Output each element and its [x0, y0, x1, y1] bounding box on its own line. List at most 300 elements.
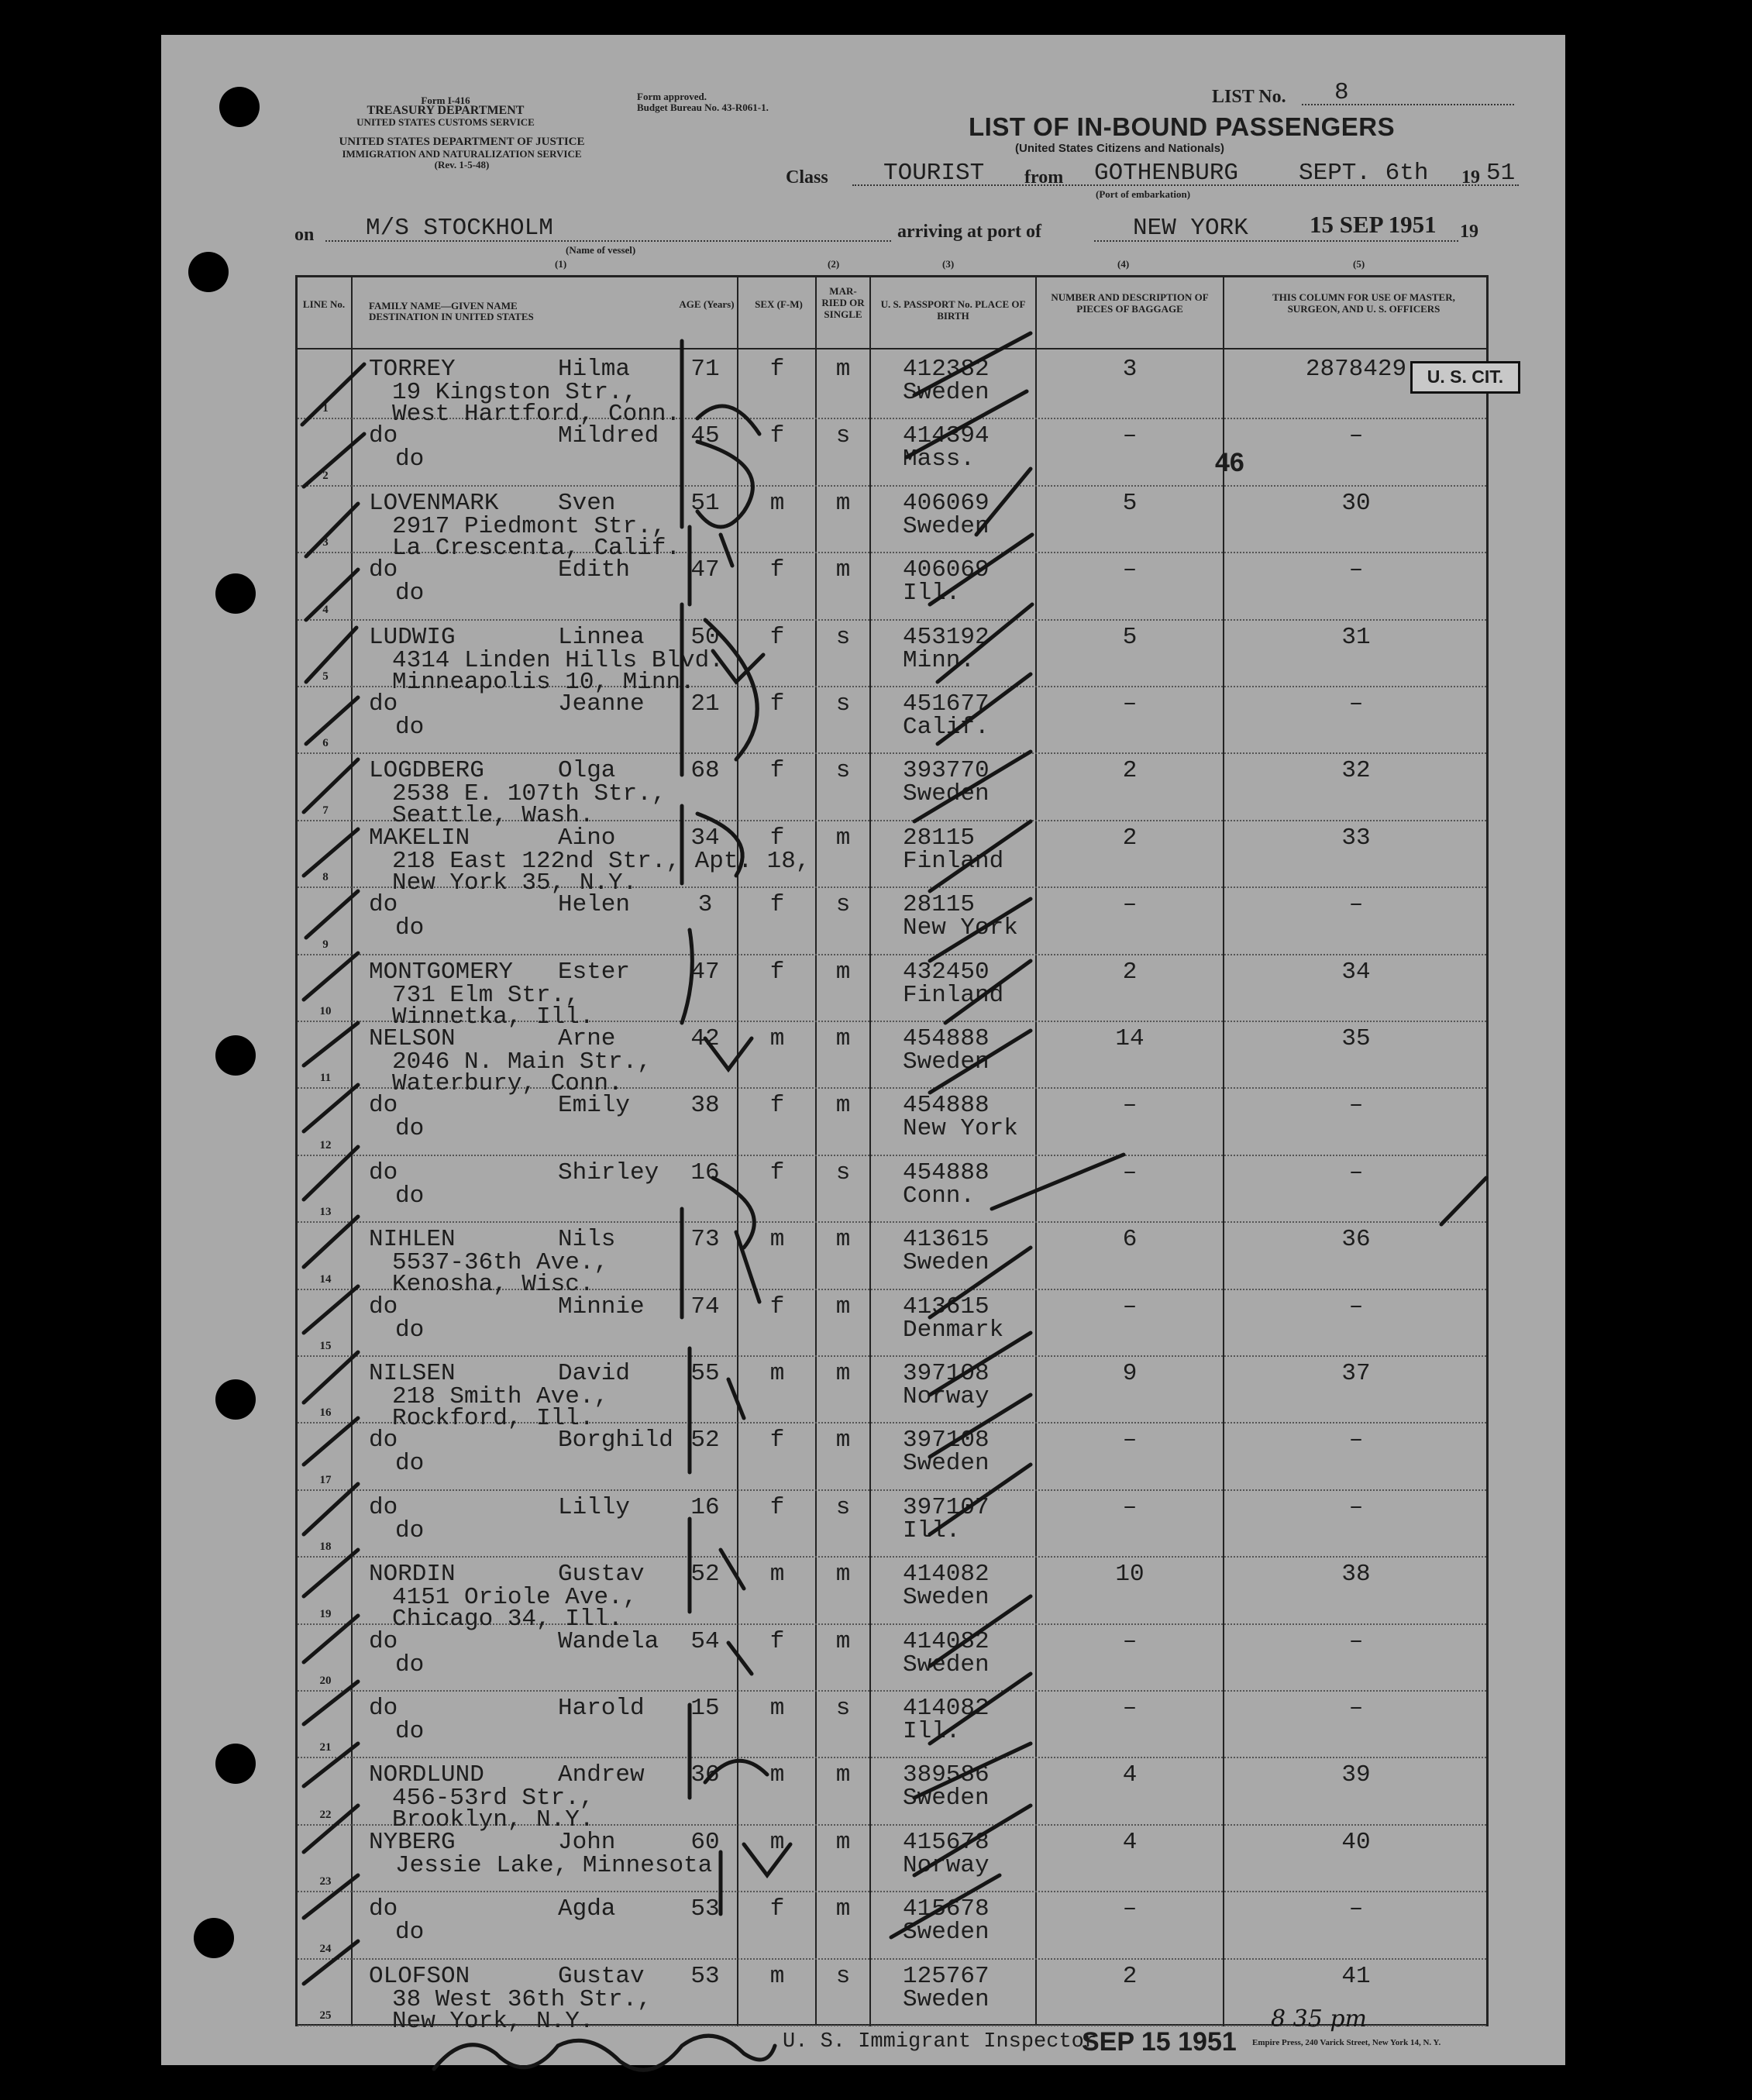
inspection-stamp: SEP 15 1951 — [1082, 2027, 1237, 2057]
passenger-officer-number: – — [1348, 556, 1364, 584]
passenger-marital-status: m — [835, 958, 851, 986]
passenger-address-line-2: Brooklyn, N.Y. — [392, 1806, 594, 1834]
on-label: on — [294, 225, 315, 245]
passenger-baggage-count: – — [1122, 1427, 1138, 1455]
passenger-birthplace: Ill. — [903, 1718, 961, 1745]
margin-note: 46 — [1215, 448, 1244, 477]
passenger-address-line-2: Minneapolis 10, Minn. — [392, 668, 695, 696]
passenger-age: 51 — [690, 489, 720, 517]
passenger-age: 55 — [690, 1360, 720, 1387]
passenger-address-line-1: do — [395, 714, 425, 741]
line-number: 18 — [319, 1541, 332, 1554]
passenger-age: 42 — [690, 1025, 720, 1052]
passenger-passport-number: 454888 — [903, 1158, 990, 1186]
passenger-baggage-count: 6 — [1122, 1226, 1138, 1254]
line-number: 16 — [319, 1406, 332, 1420]
passenger-baggage-count: – — [1122, 1627, 1138, 1655]
passenger-address-line-1: 38 West 36th Str., — [392, 1985, 652, 2013]
line-number: 12 — [319, 1138, 332, 1152]
passenger-passport-number: 454888 — [903, 1025, 990, 1052]
passenger-officer-number: 38 — [1341, 1561, 1371, 1589]
passenger-age: 53 — [690, 1962, 720, 1990]
passenger-officer-number: 31 — [1341, 623, 1371, 651]
passenger-officer-number: 37 — [1341, 1360, 1371, 1387]
passenger-birthplace: Sweden — [903, 1651, 990, 1678]
passenger-passport-number: 397108 — [903, 1360, 990, 1387]
passenger-given-name: Gustav — [558, 1962, 645, 1990]
passenger-sex: m — [769, 1226, 785, 1254]
line-number: 15 — [319, 1340, 332, 1352]
passenger-given-name: Sven — [558, 489, 616, 517]
year-prefix: 19 — [1461, 167, 1480, 188]
passenger-age: 60 — [690, 1828, 720, 1856]
passenger-address-line-2: New York, N.Y. — [392, 2007, 594, 2035]
passenger-family-name: LOGDBERG — [369, 757, 484, 785]
passenger-family-name: do — [369, 690, 398, 718]
department-of-justice: UNITED STATES DEPARTMENT OF JUSTICE — [339, 136, 585, 148]
passenger-baggage-count: – — [1122, 690, 1138, 718]
embarkation-port: GOTHENBURG — [1094, 160, 1239, 187]
passenger-address-line-1: do — [395, 1919, 425, 1947]
passenger-marital-status: s — [835, 891, 851, 919]
passenger-address-line-1: 218 Smith Ave., — [392, 1383, 609, 1410]
passenger-age: 16 — [690, 1158, 720, 1186]
passenger-family-name: NILSEN — [369, 1360, 456, 1387]
revision-label: (Rev. 1-5-48) — [434, 159, 490, 170]
passenger-address-line-2: Chicago 34, Ill. — [392, 1606, 623, 1634]
passenger-passport-number: 432450 — [903, 958, 990, 986]
passenger-birthplace: New York — [903, 1115, 1018, 1143]
passenger-family-name: do — [369, 1092, 398, 1120]
passenger-passport-number: 412382 — [903, 356, 990, 383]
passenger-baggage-count: – — [1122, 1695, 1138, 1722]
passenger-age: 21 — [690, 690, 720, 718]
passenger-sex: f — [769, 1895, 785, 1923]
passenger-age: 73 — [690, 1226, 720, 1254]
passenger-birthplace: Sweden — [903, 379, 990, 406]
passenger-address-line-2: Rockford, Ill. — [392, 1405, 594, 1432]
line-number: 4 — [322, 603, 329, 616]
passenger-age: 34 — [690, 824, 720, 852]
passenger-passport-number: 451677 — [903, 690, 990, 718]
passenger-marital-status: m — [835, 489, 851, 517]
embarkation-date: SEPT. 6th — [1299, 160, 1429, 187]
passenger-sex: m — [769, 1561, 785, 1589]
treasury-department: TREASURY DEPARTMENT — [367, 104, 525, 117]
passenger-passport-number: 453192 — [903, 623, 990, 651]
passenger-sex: f — [769, 1427, 785, 1455]
passenger-sex: f — [769, 356, 785, 383]
passenger-passport-number: 414394 — [903, 422, 990, 450]
passenger-sex: f — [769, 891, 785, 919]
passenger-marital-status: m — [835, 1025, 851, 1052]
passenger-sex: f — [769, 1493, 785, 1521]
line-number: 13 — [319, 1206, 332, 1219]
passenger-officer-number: – — [1348, 690, 1364, 718]
passenger-baggage-count: 2 — [1122, 958, 1138, 986]
passenger-passport-number: 414082 — [903, 1561, 990, 1589]
passenger-birthplace: Sweden — [903, 1985, 990, 2013]
passenger-given-name: Gustav — [558, 1561, 645, 1589]
passenger-age: 52 — [690, 1427, 720, 1455]
passenger-family-name: LUDWIG — [369, 623, 456, 651]
passenger-address-line-1: 2917 Piedmont Str., — [392, 512, 666, 540]
passenger-baggage-count: 3 — [1122, 356, 1138, 383]
passenger-sex: m — [769, 1761, 785, 1789]
passenger-baggage-count: 2 — [1122, 757, 1138, 785]
form-title: LIST OF IN-BOUND PASSENGERS — [969, 112, 1396, 141]
line-number: 23 — [319, 1875, 332, 1888]
passenger-age: 3 — [697, 891, 713, 919]
passenger-address-line-1: 4151 Oriole Ave., — [392, 1584, 638, 1612]
col-header-baggage: NUMBER AND DESCRIPTION OF PIECES OF BAGGAGE — [1051, 291, 1209, 315]
passenger-birthplace: New York — [903, 914, 1018, 942]
line-number: 24 — [319, 1942, 332, 1955]
passenger-given-name: Linnea — [558, 623, 645, 651]
passenger-given-name: Edith — [558, 556, 631, 584]
passenger-birthplace: Calif. — [903, 714, 990, 741]
passenger-baggage-count: – — [1122, 1092, 1138, 1120]
passenger-given-name: Nils — [558, 1226, 616, 1254]
passenger-passport-number: 393770 — [903, 757, 990, 785]
passenger-given-name: Harold — [558, 1695, 645, 1722]
col-header-married: MAR-RIED OR SINGLE — [821, 285, 865, 320]
passenger-age: 15 — [690, 1695, 720, 1722]
passenger-address-line-1: 19 Kingston Str., — [392, 379, 638, 406]
passenger-age: 52 — [690, 1561, 720, 1589]
passenger-baggage-count: 14 — [1115, 1025, 1144, 1052]
list-number-label: LIST No. — [1212, 87, 1286, 107]
passenger-marital-status: m — [835, 1293, 851, 1320]
line-number: 10 — [319, 1005, 332, 1017]
passenger-family-name: TORREY — [369, 356, 456, 383]
passenger-address-line-2: Seattle, Wash. — [392, 802, 594, 830]
passenger-address-line-1: 218 East 122nd Str., Apt. 18, — [392, 847, 811, 875]
passenger-sex: m — [769, 1828, 785, 1856]
passenger-given-name: Hilma — [558, 356, 631, 383]
passenger-sex: m — [769, 1962, 785, 1990]
passenger-address-line-1: 5537-36th Ave., — [392, 1249, 609, 1277]
passenger-birthplace: Norway — [903, 1383, 990, 1410]
passenger-given-name: Olga — [558, 757, 616, 785]
line-number: 3 — [322, 536, 329, 549]
passenger-given-name: Arne — [558, 1025, 616, 1052]
passenger-officer-number: – — [1348, 1493, 1364, 1521]
passenger-age: 47 — [690, 556, 720, 584]
passenger-marital-status: m — [835, 556, 851, 584]
list-number-value: 8 — [1334, 79, 1349, 106]
passenger-family-name: do — [369, 891, 398, 919]
passenger-marital-status: m — [835, 824, 851, 852]
passenger-marital-status: s — [835, 422, 851, 450]
col-header-age: AGE (Years) — [679, 298, 735, 310]
passenger-family-name: do — [369, 1427, 398, 1455]
class-label: Class — [786, 167, 828, 188]
passenger-address-line-1: 2538 E. 107th Str., — [392, 780, 666, 808]
line-number: 7 — [322, 804, 329, 817]
passenger-officer-number: 30 — [1341, 489, 1371, 517]
ins-label: IMMIGRATION AND NATURALIZATION SERVICE — [342, 148, 582, 160]
col-num-3: (3) — [942, 258, 955, 270]
line-number: 14 — [319, 1272, 332, 1286]
passenger-birthplace: Finland — [903, 847, 1004, 875]
passenger-birthplace: Sweden — [903, 1919, 990, 1947]
passenger-passport-number: 28115 — [903, 891, 976, 919]
passenger-given-name: Borghild — [558, 1427, 673, 1455]
passenger-family-name: do — [369, 1627, 398, 1655]
passenger-address-line-2: New York 35, N.Y. — [392, 869, 638, 897]
passenger-address-line-1: do — [395, 1182, 425, 1210]
passenger-sex: m — [769, 1025, 785, 1052]
passenger-birthplace: Sweden — [903, 512, 990, 540]
passenger-marital-status: m — [835, 1761, 851, 1789]
passenger-given-name: Mildred — [558, 422, 659, 450]
vessel-caption: (Name of vessel) — [566, 244, 636, 256]
passenger-passport-number: 406069 — [903, 489, 990, 517]
passenger-address-line-1: 2046 N. Main Str., — [392, 1048, 652, 1076]
passenger-address-line-1: 731 Elm Str., — [392, 981, 580, 1009]
passenger-birthplace: Sweden — [903, 1785, 990, 1813]
passenger-birthplace: Sweden — [903, 1048, 990, 1076]
passenger-baggage-count: 4 — [1122, 1761, 1138, 1789]
passenger-age: 38 — [690, 1092, 720, 1120]
passenger-age: 36 — [690, 1761, 720, 1789]
passenger-family-name: do — [369, 1293, 398, 1320]
passenger-family-name: NELSON — [369, 1025, 456, 1052]
passenger-birthplace: Sweden — [903, 1450, 990, 1478]
passenger-marital-status: s — [835, 1962, 851, 1990]
passenger-marital-status: s — [835, 1695, 851, 1722]
col-header-officers: THIS COLUMN FOR USE OF MASTER, SURGEON, AND U. S. OFFICERS — [1272, 291, 1455, 315]
budget-bureau: Budget Bureau No. 43-R061-1. — [637, 102, 769, 113]
passenger-age: 50 — [690, 623, 720, 651]
passenger-baggage-count: 5 — [1122, 489, 1138, 517]
passenger-marital-status: s — [835, 1158, 851, 1186]
passenger-given-name: David — [558, 1360, 631, 1387]
passenger-baggage-count: – — [1122, 1158, 1138, 1186]
passenger-officer-number: 33 — [1341, 824, 1371, 852]
passenger-sex: f — [769, 690, 785, 718]
passenger-officer-number: – — [1348, 1427, 1364, 1455]
passenger-birthplace: Sweden — [903, 1584, 990, 1612]
passenger-given-name: Shirley — [558, 1158, 659, 1186]
passenger-given-name: Aino — [558, 824, 616, 852]
passenger-address-line-1: do — [395, 1516, 425, 1544]
passenger-address-line-1: 4314 Linden Hills Blvd. — [392, 646, 724, 674]
passenger-birthplace: Norway — [903, 1851, 990, 1879]
passenger-sex: f — [769, 824, 785, 852]
passenger-passport-number: 125767 — [903, 1962, 990, 1990]
passenger-passport-number: 415678 — [903, 1828, 990, 1856]
passenger-marital-status: m — [835, 1427, 851, 1455]
passenger-marital-status: m — [835, 1828, 851, 1856]
passenger-officer-number: – — [1348, 1627, 1364, 1655]
passenger-family-name: NORDLUND — [369, 1761, 484, 1789]
passenger-baggage-count: – — [1122, 422, 1138, 450]
passenger-birthplace: Finland — [903, 981, 1004, 1009]
passenger-address-line-1: do — [395, 1316, 425, 1344]
passenger-marital-status: m — [835, 1561, 851, 1589]
passenger-family-name: do — [369, 1158, 398, 1186]
passenger-officer-number: 35 — [1341, 1025, 1371, 1052]
passenger-passport-number: 406069 — [903, 556, 990, 584]
passenger-sex: f — [769, 623, 785, 651]
passenger-address-line-2: Waterbury, Conn. — [392, 1070, 623, 1097]
form-approved: Form approved. — [637, 91, 707, 102]
passenger-officer-number: 32 — [1341, 757, 1371, 785]
passenger-baggage-count: 2 — [1122, 824, 1138, 852]
passenger-sex: m — [769, 489, 785, 517]
passenger-address-line-1: do — [395, 1450, 425, 1478]
passenger-address-line-1: do — [395, 580, 425, 608]
embarkation-caption: (Port of embarkation) — [1096, 188, 1191, 200]
passenger-age: 47 — [690, 958, 720, 986]
passenger-address-line-1: do — [395, 1651, 425, 1678]
line-number: 25 — [319, 2009, 332, 2022]
passenger-officer-number: 41 — [1341, 1962, 1371, 1990]
line-number: 8 — [322, 871, 329, 884]
class-value: TOURIST — [883, 160, 985, 187]
passenger-given-name: Agda — [558, 1895, 616, 1923]
passenger-sex: m — [769, 1695, 785, 1722]
us-citizen-stamp: U. S. CIT. — [1410, 361, 1520, 394]
passenger-marital-status: m — [835, 1627, 851, 1655]
passenger-given-name: John — [558, 1828, 616, 1856]
passenger-age: 71 — [690, 356, 720, 383]
line-number: 17 — [319, 1473, 332, 1486]
passenger-birthplace: Minn. — [903, 646, 976, 674]
passenger-family-name: do — [369, 1895, 398, 1923]
col-header-name: FAMILY NAME—GIVEN NAME — [369, 300, 518, 312]
passenger-officer-number: 40 — [1341, 1828, 1371, 1856]
passenger-given-name: Helen — [558, 891, 631, 919]
passenger-baggage-count: 5 — [1122, 623, 1138, 651]
passenger-age: 45 — [690, 422, 720, 450]
arriving-label: arriving at port of — [897, 222, 1041, 242]
passenger-marital-status: s — [835, 1493, 851, 1521]
line-number: 20 — [319, 1675, 332, 1687]
inspector-label: U. S. Immigrant Inspector — [783, 2030, 1097, 2054]
passenger-family-name: NYBERG — [369, 1828, 456, 1856]
col-num-5: (5) — [1353, 258, 1365, 270]
passenger-baggage-count: – — [1122, 1493, 1138, 1521]
passenger-baggage-count: – — [1122, 556, 1138, 584]
form-subtitle: (United States Citizens and Nationals) — [1015, 142, 1225, 155]
col-header-sex: SEX (F-M) — [755, 298, 803, 310]
passenger-marital-status: s — [835, 623, 851, 651]
passenger-family-name: do — [369, 1695, 398, 1722]
passenger-address-line-2: La Crescenta, Calif. — [392, 534, 681, 562]
passenger-age: 16 — [690, 1493, 720, 1521]
passenger-birthplace: Sweden — [903, 780, 990, 808]
passenger-address-line-1: do — [395, 446, 425, 473]
passenger-birthplace: Ill. — [903, 580, 961, 608]
passenger-officer-number: 34 — [1341, 958, 1371, 986]
passenger-passport-number: 28115 — [903, 824, 976, 852]
passenger-marital-status: m — [835, 356, 851, 383]
passenger-officer-number: 36 — [1341, 1226, 1371, 1254]
passenger-marital-status: m — [835, 1226, 851, 1254]
col-num-2: (2) — [828, 258, 840, 270]
passenger-age: 68 — [690, 757, 720, 785]
year-suffix: 51 — [1486, 160, 1516, 187]
time-note: 8 35 pm — [1271, 2005, 1367, 2033]
passenger-family-name: MAKELIN — [369, 824, 470, 852]
passenger-family-name: MONTGOMERY — [369, 958, 514, 986]
passenger-sex: f — [769, 1627, 785, 1655]
passenger-address-line-1: Jessie Lake, Minnesota — [395, 1851, 713, 1879]
passenger-officer-number: – — [1348, 1895, 1364, 1923]
passenger-passport-number: 397107 — [903, 1493, 990, 1521]
line-number: 5 — [322, 670, 329, 683]
passenger-sex: m — [769, 1360, 785, 1387]
vessel-name: M/S STOCKHOLM — [366, 215, 553, 242]
passenger-age: 53 — [690, 1895, 720, 1923]
from-label: from — [1024, 167, 1064, 188]
passenger-officer-number: – — [1348, 422, 1364, 450]
line-number: 2 — [322, 469, 329, 482]
passenger-sex: f — [769, 1092, 785, 1120]
passenger-address-line-1: 456-53rd Str., — [392, 1785, 594, 1813]
passenger-passport-number: 454888 — [903, 1092, 990, 1120]
passenger-family-name: NORDIN — [369, 1561, 456, 1589]
passenger-officer-number: – — [1348, 1092, 1364, 1120]
customs-service: UNITED STATES CUSTOMS SERVICE — [356, 116, 535, 128]
passenger-marital-status: s — [835, 690, 851, 718]
passenger-given-name: Andrew — [558, 1761, 645, 1789]
passenger-address-line-2: Kenosha, Wisc. — [392, 1271, 594, 1299]
passenger-family-name: do — [369, 556, 398, 584]
passenger-sex: f — [769, 958, 785, 986]
passenger-officer-number: – — [1348, 1158, 1364, 1186]
arrival-year-label: 19 — [1460, 222, 1478, 242]
passenger-address-line-2: Winnetka, Ill. — [392, 1003, 594, 1031]
passenger-family-name: NIHLEN — [369, 1226, 456, 1254]
passenger-officer-number: 39 — [1341, 1761, 1371, 1789]
passenger-birthplace: Ill. — [903, 1516, 961, 1544]
passenger-given-name: Minnie — [558, 1293, 645, 1320]
passenger-birthplace: Sweden — [903, 1249, 990, 1277]
passenger-address-line-1: do — [395, 1718, 425, 1745]
passenger-passport-number: 397108 — [903, 1427, 990, 1455]
form-number: Form I-416 — [421, 95, 470, 106]
passenger-family-name: LOVENMARK — [369, 489, 499, 517]
line-number: 9 — [322, 938, 329, 951]
line-number: 21 — [319, 1741, 332, 1754]
passenger-given-name: Wandela — [558, 1627, 659, 1655]
passenger-baggage-count: – — [1122, 1895, 1138, 1923]
col-num-1: (1) — [555, 258, 567, 270]
line-number: 19 — [319, 1607, 332, 1620]
arrival-port: NEW YORK — [1133, 215, 1248, 242]
passenger-birthplace: Mass. — [903, 446, 976, 473]
passenger-family-name: do — [369, 422, 398, 450]
passenger-marital-status: s — [835, 757, 851, 785]
passenger-marital-status: m — [835, 1360, 851, 1387]
line-number: 6 — [322, 737, 329, 750]
passenger-age: 54 — [690, 1627, 720, 1655]
passenger-baggage-count: – — [1122, 1293, 1138, 1320]
passenger-birthplace: Denmark — [903, 1316, 1004, 1344]
passenger-family-name: do — [369, 1493, 398, 1521]
passenger-address-line-2: West Hartford, Conn. — [392, 401, 681, 428]
passenger-officer-number: – — [1348, 1695, 1364, 1722]
passenger-passport-number: 414082 — [903, 1695, 990, 1722]
passenger-marital-status: m — [835, 1895, 851, 1923]
col-header-line-no: LINE No. — [302, 298, 346, 310]
passenger-sex: f — [769, 1158, 785, 1186]
passenger-officer-number: – — [1348, 891, 1364, 919]
